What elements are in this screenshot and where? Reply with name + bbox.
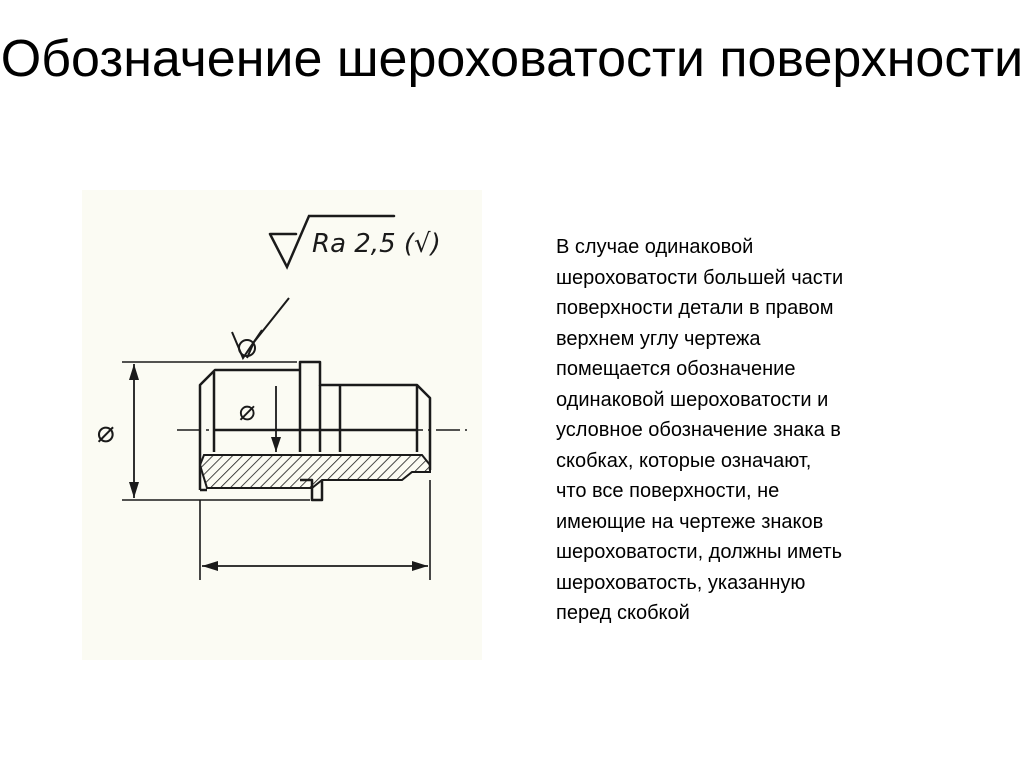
diameter-dimension	[129, 364, 139, 498]
roughness-label: Ra 2,5 (√)	[312, 229, 441, 259]
inner-diameter-symbol: ⌀	[238, 394, 255, 427]
slide-title: Обозначение шероховатости поверхности	[0, 30, 1024, 88]
body-text: В случае одинаковой шероховатости большей части поверхности детали в правом верхнем углу чертежа помещается обозначение одинаковой шероховатости и условное обозначение знака в скобках, которые означают, что все поверхности, не имеющие на чертеже знаков шероховатости, должны иметь шероховатость, указанную перед скобкой	[556, 236, 844, 624]
inner-diameter-dimension	[271, 386, 281, 452]
length-dimension	[202, 561, 428, 571]
leader-line	[232, 298, 289, 358]
diameter-symbol: ⌀	[96, 415, 115, 450]
section-hatching	[200, 455, 430, 488]
technical-drawing	[82, 190, 482, 660]
